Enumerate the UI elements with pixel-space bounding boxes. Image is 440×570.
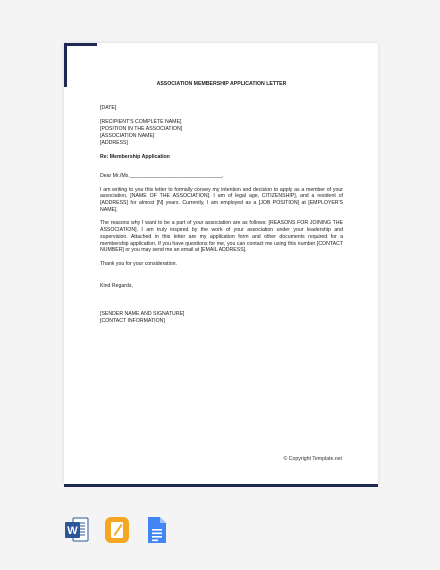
pages-icon[interactable] (104, 515, 130, 545)
svg-text:W: W (67, 525, 78, 537)
bottom-accent-bar (64, 484, 378, 487)
recipient-block (100, 119, 343, 146)
sender-name: [SENDER NAME AND SIGNATURE] (100, 311, 185, 318)
letter-paragraph-2: The reasons why I want to be a part of your association are as follows: [REASONS FOR JOINING THE ASSOCIATION]. I am truly inspired by the work of your association under your leadership and supervision. Attached in this letter are my application form and other documents required for a membership application. If you have questions for me, you can contact me using this number [CONTACT NUMBER] or you may send me an email at [EMAIL ADDRESS]. (100, 220, 343, 254)
letter-title: ASSOCIATION MEMBERSHIP APPLICATION LETTER (156, 81, 287, 87)
letter-date: [DATE] (100, 104, 117, 111)
sender-contact: [CONTACT INFORMATION] (100, 318, 165, 325)
corner-accent-vertical (64, 43, 67, 87)
letter-closing: Kind Regards, (100, 282, 133, 289)
letter-paragraph-1: I am writing to you this letter to formally convey my intention and decision to apply as a member of your association, [NAME OF THE ASSOCIATION]. I am of legal age, CITIZENSHIP], and a resident of [ADDRESS] for almost [N] years. Currently, I am employed as a [JOB POSITION] at [EMPLOYER'S NAME]. (100, 186, 343, 213)
copyright-notice: © Copyright Template.net (283, 456, 342, 462)
recipient-name: [RECIPIENT'S COMPLETE NAME] (100, 119, 182, 126)
letter-salutation: Dear Mr./Ms.________________________________, (100, 172, 224, 179)
letter-thanks: Thank you for your consideration. (100, 260, 177, 267)
recipient-association: [ASSOCIATION NAME] (100, 132, 155, 139)
recipient-position: [POSITION IN THE ASSOCIATION] (100, 126, 183, 133)
letter-subject: Re: Membership Application (100, 154, 170, 161)
google-docs-icon[interactable] (144, 515, 170, 545)
word-icon[interactable] (64, 515, 90, 545)
letter-content (100, 81, 343, 325)
recipient-address: [ADDRESS] (100, 139, 128, 146)
letter-document (64, 43, 378, 484)
corner-accent-horizontal (64, 43, 97, 46)
signature-block (100, 311, 343, 324)
